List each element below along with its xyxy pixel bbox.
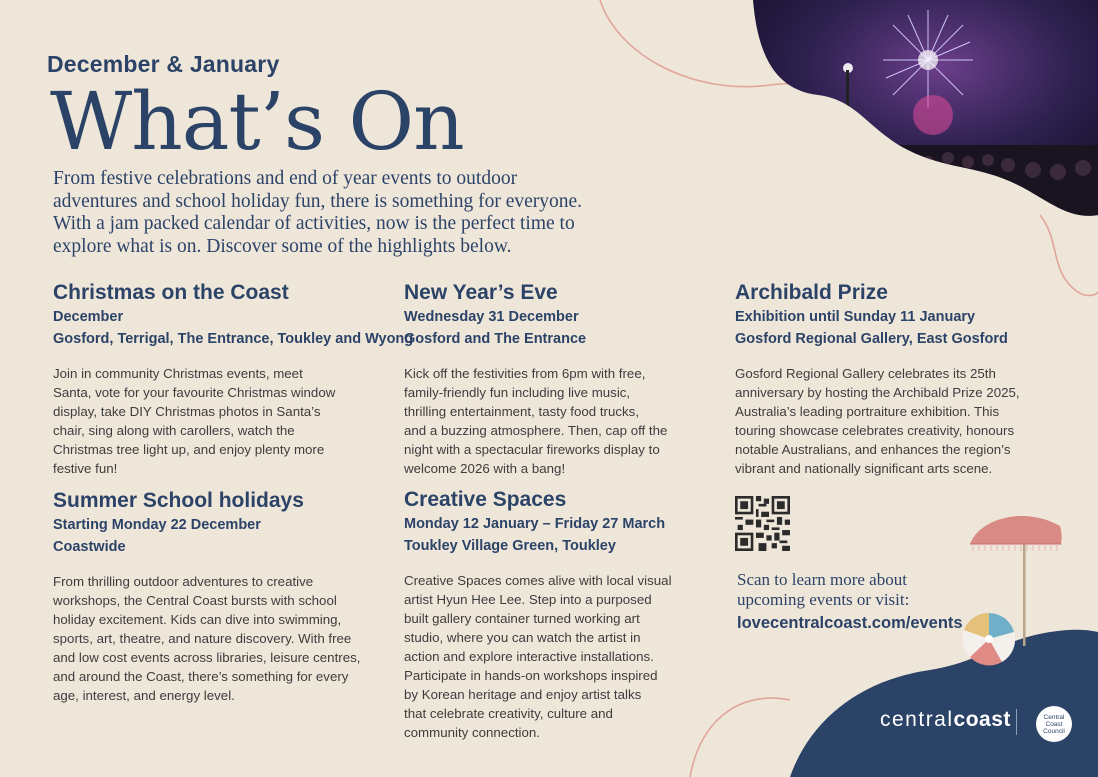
council-logo xyxy=(1036,706,1072,742)
description-line: studio, where you can watch the artist in xyxy=(404,630,641,645)
description-line: built gallery container turned working art xyxy=(404,611,640,626)
intro-line: With a jam packed calendar of activities, now is the perfect time to xyxy=(53,213,575,235)
council-logo-line: Coast xyxy=(1045,720,1063,728)
description-line: Join in community Christmas events, meet xyxy=(53,366,303,381)
description-line: age, interest, and energy level. xyxy=(53,688,235,703)
description-line: thrilling entertainment, tasty food trucks, xyxy=(404,404,640,419)
description-line: chair, sing along with carollers, watch the xyxy=(53,423,295,438)
description-line: and a buzzing atmosphere. Then, cap off the xyxy=(404,423,668,438)
event-description xyxy=(53,572,360,705)
description-line: welcome 2026 with a bang! xyxy=(404,461,566,476)
event-new-years-eve xyxy=(404,280,667,478)
event-title: New Year’s Eve xyxy=(404,281,558,304)
event-location: Gosford, Terrigal, The Entrance, Toukley and Wyong xyxy=(53,331,414,347)
website-link[interactable]: lovecentralcoast.com/events xyxy=(737,614,963,632)
qr-code[interactable] xyxy=(735,496,790,551)
description-line: Gosford Regional Gallery celebrates its 25th xyxy=(735,366,996,381)
intro-line: From festive celebrations and end of year events to outdoor xyxy=(53,168,518,189)
event-christmas xyxy=(53,280,413,478)
event-location: Gosford Regional Gallery, East Gosford xyxy=(735,331,1008,347)
event-title: Christmas on the Coast xyxy=(53,281,289,304)
event-date: December xyxy=(53,309,124,325)
description-line: anniversary by hosting the Archibald Prize 2025, xyxy=(735,385,1020,400)
council-logo-line: Council xyxy=(1043,727,1065,735)
description-line: vibrant and nationally significant arts scene. xyxy=(735,461,993,476)
cta-line: Scan to learn more about xyxy=(737,570,907,589)
description-line: Australia’s leading portraiture exhibition. This xyxy=(735,404,1000,419)
description-line: Christmas tree light up, and enjoy plenty more xyxy=(53,442,325,457)
description-line: night with a spectacular fireworks display to xyxy=(404,442,660,457)
event-description xyxy=(53,364,413,478)
intro-paragraph xyxy=(53,168,693,258)
description-line: festive fun! xyxy=(53,461,118,476)
fireworks-photo xyxy=(748,0,1098,220)
description-line: Kick off the festivities from 6pm with free, xyxy=(404,366,646,381)
description-line: community connection. xyxy=(404,725,540,740)
description-line: From thrilling outdoor adventures to creative xyxy=(53,574,314,589)
description-line: that celebrate creativity, culture and xyxy=(404,706,613,721)
event-description xyxy=(735,364,1020,478)
council-logo-line: Central xyxy=(1043,713,1065,721)
description-line: display, take DIY Christmas photos in Santa’s xyxy=(53,404,321,419)
description-line: Santa, vote for your favourite Christmas window xyxy=(53,385,336,400)
event-creative-spaces xyxy=(404,487,672,742)
description-line: and low cost events across libraries, leisure centres, xyxy=(53,650,361,665)
brand-word-light: central xyxy=(880,708,954,731)
description-line: sports, art, theatre, and nature discovery. With free xyxy=(53,631,352,646)
page-subtitle: December & January xyxy=(47,51,280,77)
event-location: Toukley Village Green, Toukley xyxy=(404,538,616,554)
event-title: Archibald Prize xyxy=(735,281,888,304)
event-archibald-prize xyxy=(735,280,1020,478)
brand-word-bold: coast xyxy=(953,708,1011,731)
cta-line: upcoming events or visit: xyxy=(737,590,910,609)
brand-divider xyxy=(1016,709,1017,735)
page-title: What’s On xyxy=(50,75,464,168)
event-description xyxy=(404,571,672,742)
event-title: Creative Spaces xyxy=(404,488,567,511)
description-line: touring showcase celebrates creativity, honours xyxy=(735,423,1015,438)
event-description xyxy=(404,364,667,478)
description-line: action and explore interactive installations. xyxy=(404,649,654,664)
event-date: Starting Monday 22 December xyxy=(53,517,261,533)
description-line: Participate in hands-on workshops inspired xyxy=(404,668,658,683)
event-date: Exhibition until Sunday 11 January xyxy=(735,309,976,325)
description-line: holiday excitement. Kids can dive into swimming, xyxy=(53,612,342,627)
event-summer-school-holidays xyxy=(53,488,360,705)
intro-line: explore what is on. Discover some of the highlights below. xyxy=(53,235,512,257)
event-date: Wednesday 31 December xyxy=(404,309,579,325)
description-line: artist Hyun Hee Lee. Step into a purposed xyxy=(404,592,652,607)
description-line: and around the Coast, there’s something for every xyxy=(53,669,349,684)
description-line: family-friendly fun including live music, xyxy=(404,385,631,400)
description-line: notable Australians, and enhances the region’s xyxy=(735,442,1011,457)
event-location: Coastwide xyxy=(53,539,126,555)
description-line: workshops, the Central Coast bursts with school xyxy=(53,593,337,608)
intro-line: adventures and school holiday fun, there is something for everyone. xyxy=(53,190,583,212)
brand-wordmark xyxy=(880,708,1011,732)
description-line: by Korean heritage and enjoy artist talks xyxy=(404,687,642,702)
description-line: Creative Spaces comes alive with local visual xyxy=(404,573,672,588)
event-location: Gosford and The Entrance xyxy=(404,331,587,347)
beach-ball-icon xyxy=(962,612,1016,666)
event-title: Summer School holidays xyxy=(53,489,304,512)
event-date: Monday 12 January – Friday 27 March xyxy=(404,516,666,532)
